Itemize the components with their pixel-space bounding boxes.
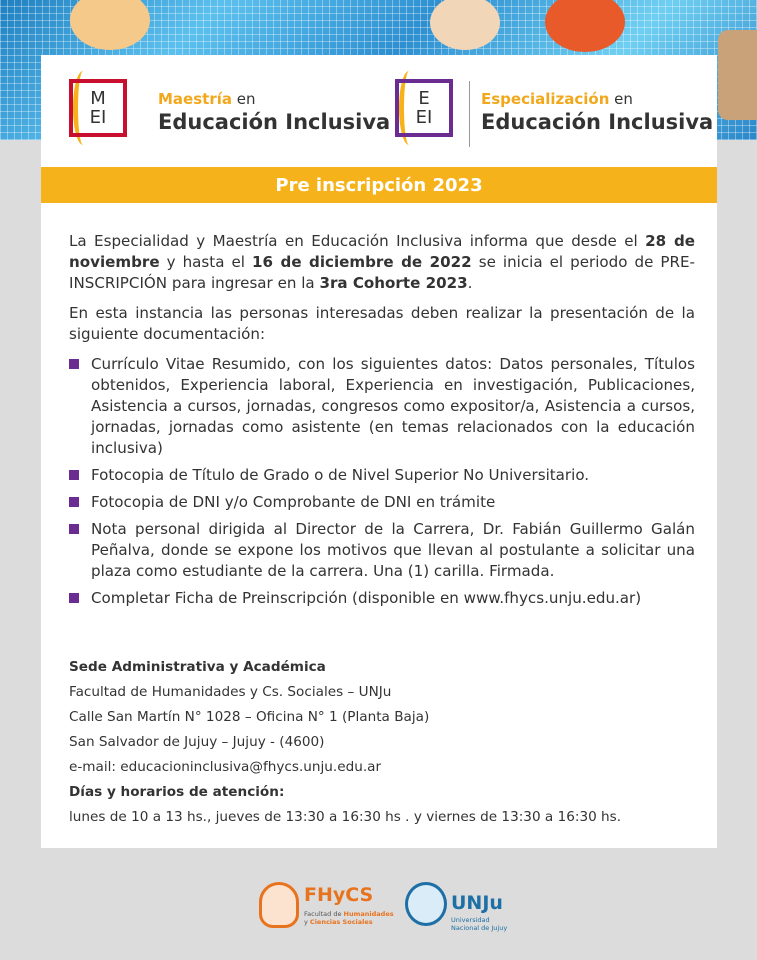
- horarios-title: Días y horarios de atención:: [69, 784, 285, 800]
- mosaic-figure-left: [70, 0, 150, 50]
- logo-letter-top: M: [90, 88, 106, 109]
- logo-box-eei: [395, 79, 453, 137]
- announcement-body: [69, 231, 695, 615]
- fhycs-subtitle-line1: Facultad de Humanidades: [304, 910, 394, 918]
- logo-subtitle: [158, 90, 256, 108]
- logo-subtitle-bold: Maestría: [158, 90, 232, 108]
- unju-subtitle: [451, 916, 507, 932]
- requirement-item: [69, 465, 695, 486]
- cohort: 3ra Cohorte 2023: [319, 274, 468, 292]
- intro-paragraph: [69, 231, 695, 294]
- fhycs-subtitle-line2: y Ciencias Sociales: [304, 918, 373, 926]
- logo-subtitle-bold: Especialización: [481, 90, 610, 108]
- requirement-item: [69, 354, 695, 459]
- unju-subtitle-line2: Nacional de Jujuy: [451, 924, 508, 932]
- horarios-text: lunes de 10 a 13 hs., jueves de 13:30 a 16:30 hs . y viernes de 13:30 a 16:30 hs.: [69, 809, 622, 825]
- intro-text: La Especialidad y Maestría en Educación Inclusiva informa que desde el: [69, 232, 646, 250]
- mosaic-figure-far-right: [718, 30, 757, 120]
- requirement-text: Completar Ficha de Preinscripción (disponible en www.fhycs.unju.edu.ar): [91, 589, 642, 607]
- requirement-text: Nota personal dirigida al Director de la Carrera, Dr. Fabián Guillermo Galán Peñalva, donde se expone los motivos que llevan al postulante a solicitar una plaza como estudiante de la carrera. Una (1) carilla. Firmada.: [91, 520, 695, 580]
- logo-subtitle-rest: en: [609, 90, 633, 108]
- end-date: 16 de diciembre de 2022: [252, 253, 472, 271]
- logo-box-mei: [69, 79, 127, 137]
- logo-subtitle: [481, 90, 633, 108]
- intro-text: se inicia el periodo de PRE-INSCRIPCIÓN para ingresar en la: [69, 253, 696, 292]
- sede-email: e-mail: educacioninclusiva@fhycs.unju.edu.ar: [69, 759, 382, 775]
- band-title: Pre inscripción 2023: [275, 174, 483, 196]
- requirement-item: [69, 588, 695, 609]
- bullet-square: [69, 359, 79, 369]
- requirement-text: Fotocopia de Título de Grado o de Nivel Superior No Universitario.: [91, 466, 590, 484]
- logo-letter-top: E: [418, 88, 430, 109]
- requirement-text: Currículo Vitae Resumido, con los siguientes datos: Datos personales, Títulos obtenidos, Experiencia laboral, Experiencia en investigación, Publicaciones, Asistencia a cursos, jornadas, congresos como expositor/a, Asistencia a cursos, jornadas, jornadas como asistente (en temas relacionados con la educación inclusiva): [91, 355, 695, 457]
- sede-address: Calle San Martín N° 1028 – Oficina N° 1 (Planta Baja): [69, 709, 430, 725]
- logo-title: Educación Inclusiva: [158, 110, 391, 134]
- start-date: 28 de noviembre: [69, 232, 695, 271]
- requirement-text: Fotocopia de DNI y/o Comprobante de DNI en trámite: [91, 493, 496, 511]
- sede-city: San Salvador de Jujuy – Jujuy - (4600): [69, 734, 325, 750]
- mosaic-figure-center: [430, 0, 500, 50]
- bullet-square: [69, 497, 79, 507]
- logo-subtitle-rest: en: [231, 90, 256, 108]
- documentation-intro: En esta instancia las personas interesadas deben realizar la presentación de la siguiente documentación:: [69, 304, 695, 343]
- unju-seal-icon: [405, 882, 447, 926]
- unju-logo-text: UNJu: [451, 892, 503, 914]
- contact-section: [69, 655, 699, 830]
- fhycs-seal-icon: [259, 882, 299, 928]
- requirement-item: [69, 492, 695, 513]
- footer-logos: [0, 880, 757, 960]
- logo-especializacion: [391, 73, 717, 157]
- fhycs-subtitle: [304, 910, 394, 926]
- intro-text: .: [467, 274, 473, 292]
- requirements-list: [69, 354, 695, 609]
- content-card: [41, 55, 717, 848]
- sede-title: Sede Administrativa y Académica: [69, 659, 326, 675]
- bullet-square: [69, 524, 79, 534]
- logo-title: Educación Inclusiva: [481, 110, 714, 134]
- intro-text: y hasta el: [159, 253, 253, 271]
- bullet-square: [69, 470, 79, 480]
- sede-facultad: Facultad de Humanidades y Cs. Sociales – UNJu: [69, 684, 392, 700]
- logo-letter-bottom: EI: [415, 107, 433, 128]
- logo-letter-bottom: EI: [89, 107, 107, 128]
- fhycs-logo-text: FHyCS: [304, 884, 374, 906]
- pre-inscription-band: [41, 167, 717, 203]
- mosaic-figure-right: [545, 0, 625, 52]
- bullet-square: [69, 593, 79, 603]
- unju-subtitle-line1: Universidad: [451, 916, 490, 924]
- requirement-item: [69, 519, 695, 582]
- logo-maestria: [65, 73, 395, 157]
